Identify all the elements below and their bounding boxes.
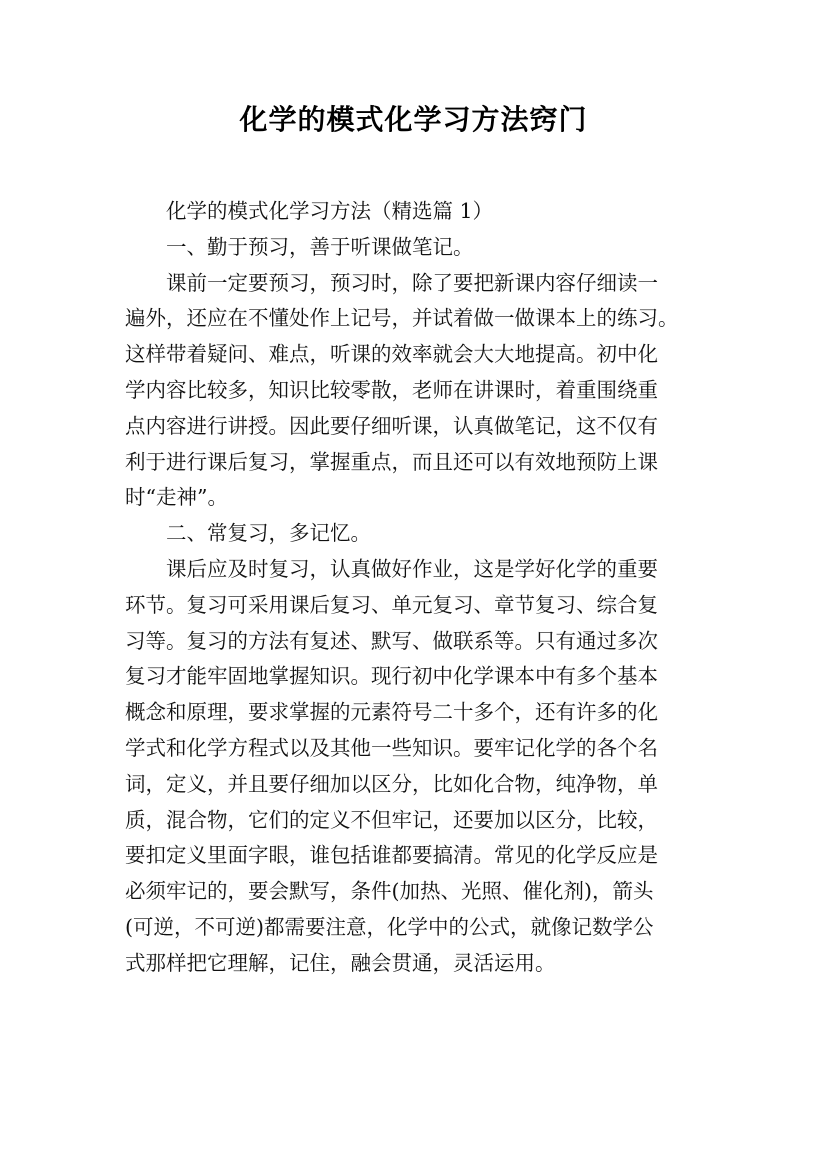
paragraph-2 bbox=[125, 552, 705, 982]
paragraph-line: 习等。复习的方法有复述、默写、做联系等。只有通过多次 bbox=[125, 628, 658, 653]
document-title: 化学的模式化学习方法窍门 bbox=[239, 103, 588, 136]
paragraph-line: 这样带着疑问、难点，听课的效率就会大大地提高。初中化 bbox=[125, 342, 658, 367]
paragraph-line: 式那样把它理解，记住，融会贯通，灵活运用。 bbox=[125, 950, 556, 975]
section-subtitle: 化学的模式化学习方法（精选篇 1） bbox=[166, 199, 494, 223]
section-heading-1: 一、勤于预习，善于听课做笔记。 bbox=[166, 234, 474, 259]
paragraph-line: 质，混合物，它们的定义不但牢记，还要加以区分，比较， bbox=[125, 807, 658, 832]
paragraph-line: 学内容比较多，知识比较零散，老师在讲课时，着重围绕重 bbox=[125, 377, 658, 402]
paragraph-line: 利于进行课后复习，掌握重点，而且还可以有效地预防上课 bbox=[125, 449, 658, 474]
paragraph-line: 课前一定要预习，预习时，除了要把新课内容仔细读一 bbox=[166, 270, 658, 295]
paragraph-line: 点内容进行讲授。因此要仔细听课，认真做笔记，这不仅有 bbox=[125, 413, 658, 438]
paragraph-line: 课后应及时复习，认真做好作业，这是学好化学的重要 bbox=[166, 556, 658, 581]
paragraph-line: (可逆，不可逆)都需要注意，化学中的公式，就像记数学公 bbox=[125, 914, 654, 939]
paragraph-line: 概念和原理，要求掌握的元素符号二十多个，还有许多的化 bbox=[125, 700, 658, 725]
document-body bbox=[125, 194, 705, 982]
paragraph-line: 遍外，还应在不懂处作上记号，并试着做一做课本上的练习。 bbox=[125, 306, 679, 331]
paragraph-line: 环节。复习可采用课后复习、单元复习、章节复习、综合复 bbox=[125, 592, 658, 617]
paragraph-1 bbox=[125, 266, 705, 517]
paragraph-line: 时“走神”。 bbox=[125, 485, 228, 510]
paragraph-line: 词，定义，并且要仔细加以区分，比如化合物，纯净物，单 bbox=[125, 771, 658, 796]
paragraph-line: 要扣定义里面字眼，谁包括谁都要搞清。常见的化学反应是 bbox=[125, 843, 658, 868]
paragraph-line: 必须牢记的，要会默写，条件(加热、光照、催化剂)，箭头 bbox=[125, 879, 654, 904]
section-heading-2: 二、常复习，多记忆。 bbox=[166, 521, 371, 546]
paragraph-line: 学式和化学方程式以及其他一些知识。要牢记化学的各个名 bbox=[125, 735, 658, 760]
paragraph-line: 复习才能牢固地掌握知识。现行初中化学课本中有多个基本 bbox=[125, 664, 658, 689]
